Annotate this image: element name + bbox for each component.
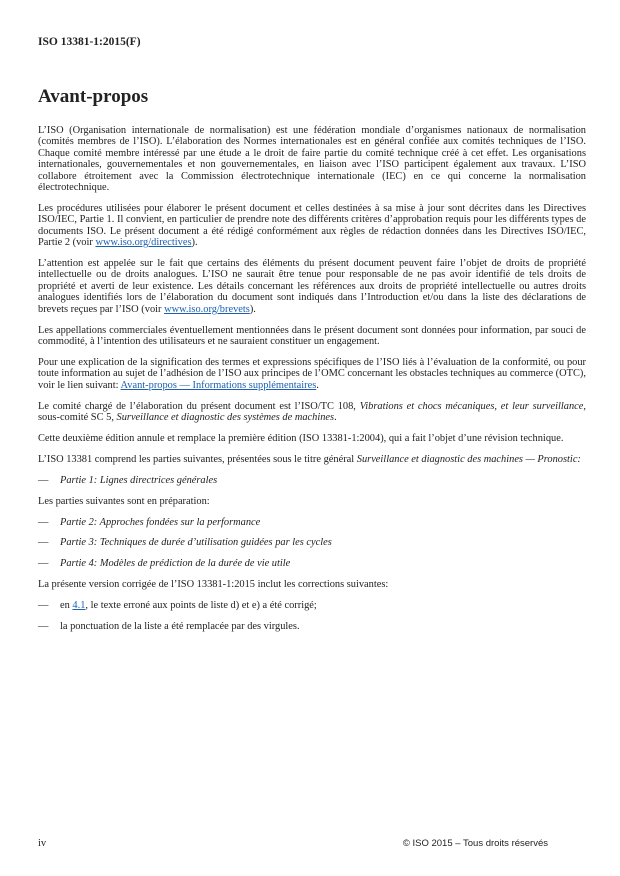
section-title: Avant-propos [38, 86, 149, 107]
part-2-title: Partie 2: Approches fondées sur la performance [60, 516, 261, 528]
directives-link[interactable]: www.iso.org/directives [95, 237, 192, 249]
correction-1: en 4.1, le texte erroné aux points de liste d) et e) a été corrigé; [60, 600, 317, 612]
dash-bullet: — [38, 558, 49, 570]
dash-bullet: — [38, 474, 49, 486]
paragraph-corrected-version: La présente version corrigée de l’ISO 13381-1:2015 inclut les corrections suivantes: [38, 579, 389, 591]
paragraph-patents: L’attention est appelée sur le fait que certains des éléments du présent document peuvent faire l’objet de droits de propriété intellectuelle ou de droits analogues. L’ISO ne saurait être tenue pour responsable de ne pas avoir identifié de tels droits de propriété et averti de leur existence. Les détails concernant les références aux droits de propriété intellectuelle ou autres droits analogues identifiés lors de l’élaboration du document sont indiqués dans l’Introduction et/ou dans la liste des déclarations de brevets reçues par l’ISO (voir www.iso.org/brevets). [38, 258, 586, 315]
list-item [38, 558, 586, 569]
paragraph-procedures: Les procédures utilisées pour élaborer le présent document et celles destinées à sa mise à jour sont décrites dans les Directives ISO/IEC, Partie 1. Il convient, en particulier de prendre note des différents critères d’approbation requis pour les différents types de documents ISO. Le présent document a été rédigé conformément aux règles de rédaction données dans les Directives ISO/IEC, Partie 2 (voir www.iso.org/directives). [38, 202, 586, 249]
list-item [38, 475, 586, 486]
part-1-title: Partie 1: Lignes directrices générales [60, 474, 218, 486]
list-item [38, 537, 586, 548]
document-id: ISO 13381-1:2015(F) [38, 36, 141, 48]
correction-2: la ponctuation de la liste a été remplacée par des virgules. [60, 621, 300, 633]
part-3-title: Partie 3: Techniques de durée d’utilisation guidées par les cycles [60, 537, 332, 549]
clause-4-1-link[interactable]: 4.1 [72, 600, 86, 612]
paragraph-conformity: Pour une explication de la signification des termes et expressions spécifiques de l’ISO liés à l’évaluation de la conformité, ou pour toute information au sujet de l’adhésion de l’ISO aux principes de l’OMC concernant les obstacles techniques au commerce (OTC), voir le lien suivant: Avant-propos — Informations supplémentaires. [38, 356, 586, 391]
dash-bullet: — [38, 516, 49, 528]
paragraph-in-preparation: Les parties suivantes sont en préparation: [38, 495, 210, 507]
part-4-title: Partie 4: Modèles de prédiction de la durée de vie utile [60, 558, 291, 570]
foreword-content [38, 125, 586, 642]
page-number: iv [38, 838, 47, 849]
list-item [38, 600, 586, 611]
paragraph-trade-names: Les appellations commerciales éventuellement mentionnées dans le présent document sont données pour information, par souci de commodité, à l’intention des utilisateurs et ne sauraient constituer un engagement. [38, 324, 586, 347]
paragraph-edition: Cette deuxième édition annule et remplace la première édition (ISO 13381-1:2004), qui a fait l’objet d’une révision technique. [38, 432, 564, 444]
dash-bullet: — [38, 537, 49, 549]
paragraph-committee: Le comité chargé de l’élaboration du présent document est l’ISO/TC 108, Vibrations et chocs mécaniques, et leur surveillance, sous-comité SC 5, Surveillance et diagnostic des systèmes de machines. [38, 400, 586, 424]
copyright-notice: © ISO 2015 – Tous droits réservés [402, 838, 548, 849]
list-item [38, 621, 586, 632]
foreword-info-link[interactable]: Avant-propos — Informations supplémentaires [120, 379, 317, 391]
paragraph-parts: L’ISO 13381 comprend les parties suivantes, présentées sous le titre général Surveillance et diagnostic des machines — Pronostic: [38, 453, 581, 465]
dash-bullet: — [38, 621, 49, 633]
list-item [38, 517, 586, 528]
dash-bullet: — [38, 600, 49, 612]
patents-link[interactable]: www.iso.org/brevets [164, 303, 250, 315]
paragraph-iso-definition: L’ISO (Organisation internationale de normalisation) est une fédération mondiale d’organismes nationaux de normalisation (comités membres de l’ISO). L’élaboration des Normes internationales est en général confiée aux comités techniques de l’ISO. Chaque comité membre intéressé par une étude a le droit de faire partie du comité technique créé à cet effet. Les organisations internationales, gouvernementales et non gouvernementales, en liaison avec l’ISO participent également aux travaux. L’ISO collabore étroitement avec la Commission électrotechnique internationale (IEC) en ce qui concerne la normalisation électrotechnique. [38, 125, 586, 194]
